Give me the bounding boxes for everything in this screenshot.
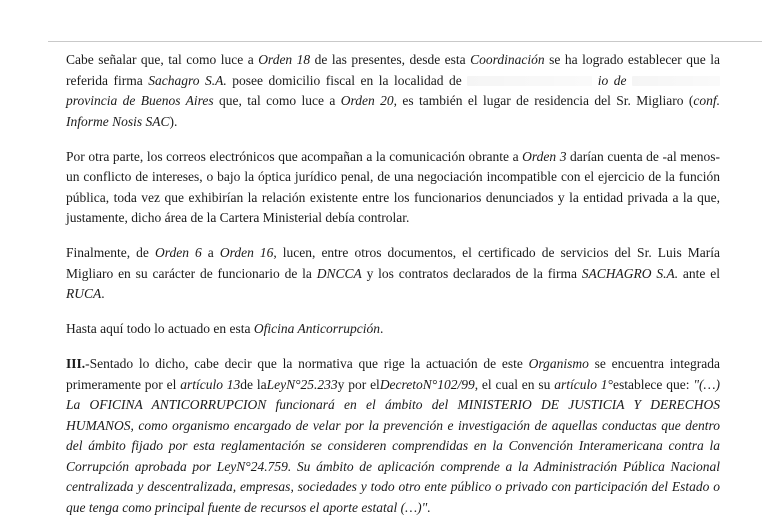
text: . <box>101 286 105 301</box>
text: se ha logrado establecer que la referida firma <box>66 52 720 88</box>
ref-dncca: DNCCA <box>316 265 362 281</box>
text: Por otra parte, los correos electrónicos que acompañan a la comunicación obrante a <box>66 148 523 164</box>
ref-provincia: provincia de Buenos Aires <box>66 93 214 108</box>
ref-orden-3: Orden 3 <box>522 148 567 164</box>
redacted-locality <box>467 76 592 86</box>
ref-sachagro: Sachagro S.A. <box>148 72 227 88</box>
ref-coordinacion: Coordinación <box>470 52 545 67</box>
paragraph-domicilio <box>66 50 720 132</box>
paragraph-correos <box>66 147 720 229</box>
text: . <box>379 321 384 336</box>
ref-oficina-anticorrupcion: Oficina Anticorrupción <box>253 321 380 336</box>
ref-informe-nosis: conf. Informe Nosis SAC <box>66 93 720 129</box>
text: que, tal como luce a <box>213 93 341 108</box>
text: se encuentra integrada primeramente por el <box>66 356 721 392</box>
text: darían cuenta de -al menos- un conflicto de intereses, o bajo la óptica jurídico penal, de una negociación incompatible con el ejercicio de la función pública, toda vez que exhibirían la relación existente entre los funcionarios denunciados y la entidad privada a la que, justamente, dicho área de la Cartera Ministerial debía controlar. <box>66 148 721 225</box>
ref-orden-20: Orden 20 <box>340 93 394 108</box>
text: Finalmente, de <box>66 245 155 260</box>
ref-decreto-102-99: DecretoN°102/99 <box>379 376 475 392</box>
ref-sachagro-upper: SACHAGRO S.A. <box>581 265 679 281</box>
text: y los contratos declarados de la firma <box>361 265 582 281</box>
text: y por el <box>337 376 380 392</box>
ref-orden-18: Orden 18 <box>258 52 311 67</box>
text: de las presentes, desde esta <box>310 52 471 67</box>
text: Cabe señalar que, tal como luce a <box>66 52 259 67</box>
text: ). <box>169 113 178 129</box>
ref-ruca: RUCA <box>66 286 102 301</box>
text: Hasta aquí todo lo actuado en esta <box>66 321 254 336</box>
paragraph-documentos <box>66 243 720 305</box>
quoted-decree-text: "(…) La OFICINA ANTICORRUPCION funcionará en el ámbito del MINISTERIO DE JUSTICIA Y DERECHOS HUMANOS, como organismo encargado de velar por la prevención e investigación de aquellas conductas que dentro del ámbito fijado por esta reglamentación se consideren comprendidas en la Convención Interamericana contra la Corrupción aprobada por LeyN°24.759. Su ámbito de aplicación comprende a la Administración Pública Nacional centralizada y descentralizada, empresas, sociedades y todo otro ente público o privado con participación del Estado o que tenga como principal fuente de recursos el aporte estatal (…)". <box>66 376 720 515</box>
text: ante el <box>678 265 720 281</box>
text: de la <box>240 376 267 392</box>
paragraph-actuado <box>66 319 720 340</box>
paragraph-normativa <box>66 354 720 518</box>
ref-orden-16: Orden 16 <box>219 245 274 260</box>
section-heading-iii: III. <box>66 356 86 371</box>
text: , el cual en su <box>474 376 555 392</box>
ref-orden-6: Orden 6 <box>154 245 202 260</box>
redacted-locality-2 <box>632 76 720 86</box>
text: a <box>201 245 220 260</box>
text: establece que: <box>612 376 694 392</box>
ref-ley-25233: LeyN°25.233 <box>266 376 338 392</box>
ref-articulo-1: artículo 1° <box>554 376 613 392</box>
ref-articulo-13: artículo 13 <box>180 376 241 392</box>
document-page <box>66 50 720 518</box>
page-top-rule <box>48 41 762 42</box>
text: , es también el lugar de residencia del Sr. Migliaro ( <box>393 93 694 108</box>
ref-organismo: Organismo <box>528 356 589 371</box>
text: -Sentado lo dicho, cabe decir que la normativa que rige la actuación de este <box>85 356 529 371</box>
text: posee domicilio fiscal en la localidad de <box>226 72 468 88</box>
text: io de <box>597 72 627 88</box>
text: , lucen, entre otros documentos, el certificado de servicios del Sr. Luis María Migliaro en su carácter de funcionario de la <box>66 245 721 281</box>
